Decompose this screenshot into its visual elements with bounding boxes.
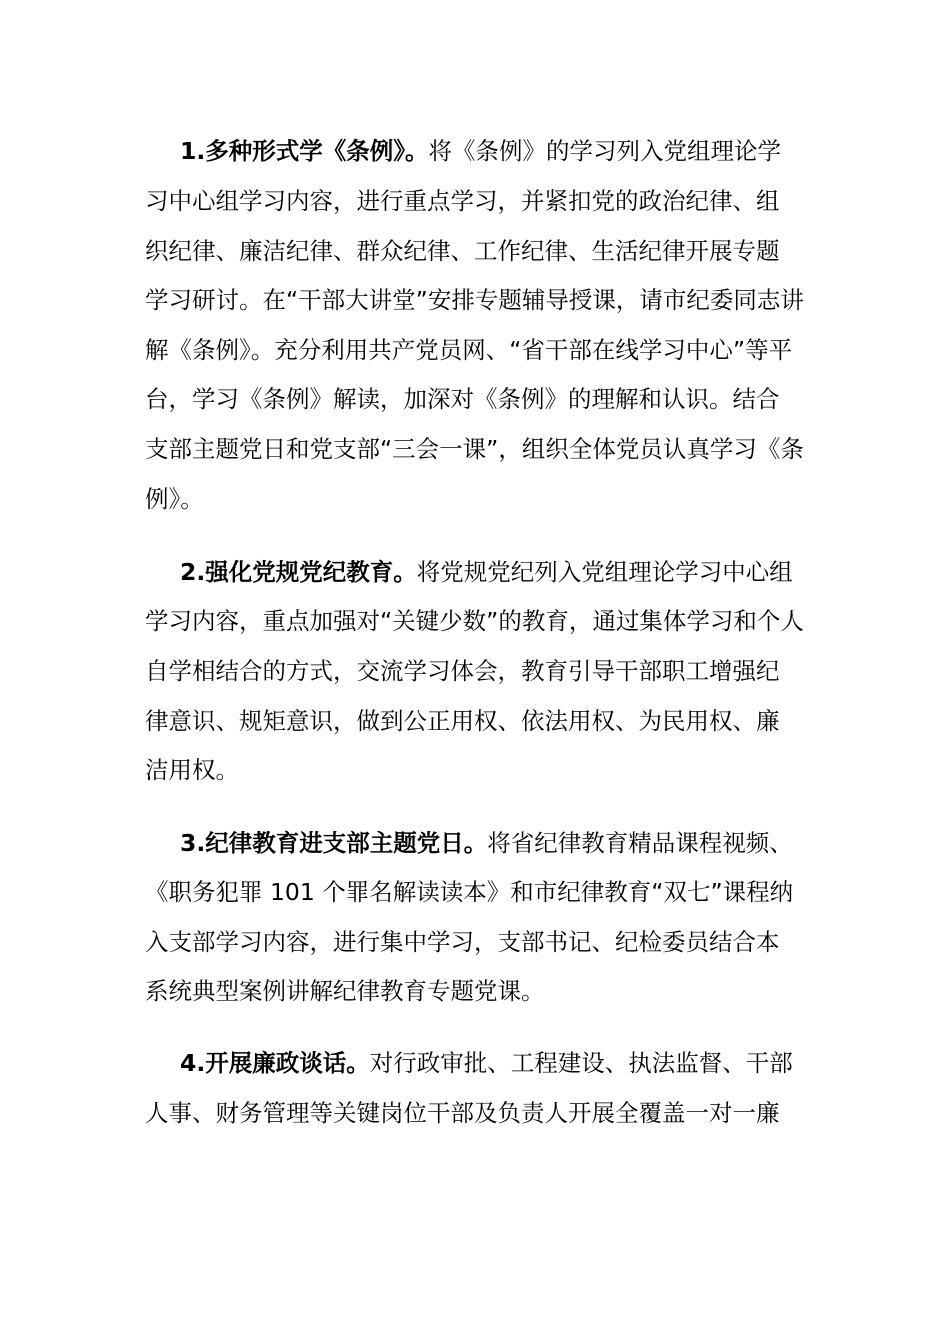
paragraph-1-line: 解《条例》。充分利用共产党员网、“省干部在线学习中心”等平 [145,336,793,364]
paragraph-2-line: 自学相结合的方式，交流学习体会，教育引导干部职工增强纪 [145,657,780,685]
paragraph-3-heading: 3.纪律教育进支部主题党日。 [180,829,488,857]
paragraph-2-line: 学习内容，重点加强对“关键少数”的教育，通过集体学习和个人 [145,607,804,635]
paragraph-2-line: 洁用权。 [145,756,239,784]
paragraph-1-line: 支部主题党日和党支部“三会一课”，组织全体党员认真学习《条 [145,435,804,463]
paragraph-4-text: 对行政审批、工程建设、执法监督、干部 [369,1049,793,1077]
paragraph-4-line: 人事、财务管理等关键岗位干部及负责人开展全覆盖一对一廉 [145,1099,780,1127]
paragraph-2-first-line [180,557,793,587]
paragraph-3-first-line [180,828,793,858]
paragraph-4-first-line [180,1048,793,1078]
paragraph-2-text: 将党规党纪列入党组理论学习中心组 [416,558,793,586]
paragraph-1-line: 例》。 [145,485,204,513]
paragraph-1-line: 习中心组学习内容，进行重点学习，并紧扣党的政治纪律、组 [145,187,780,215]
paragraph-1-heading: 1.多种形式学《条例》。 [180,137,429,165]
paragraph-3-text: 将省纪律教育精品课程视频、 [487,829,793,857]
paragraph-3-line: 《职务犯罪 101 个罪名解读读本》和市纪律教育“双七”课程纳 [145,878,794,906]
paragraph-3-line: 入支部学习内容，进行集中学习，支部书记、纪检委员结合本 [145,928,780,956]
paragraph-3-line: 系统典型案例讲解纪律教育专题党课。 [145,977,545,1005]
paragraph-4-heading: 4.开展廉政谈话。 [180,1049,370,1077]
paragraph-1-line: 学习研讨。在“干部大讲堂”安排专题辅导授课，请市纪委同志讲 [145,286,804,314]
paragraph-2-line: 律意识、规矩意识，做到公正用权、依法用权、为民用权、廉 [145,707,780,735]
paragraph-1-line: 织纪律、廉洁纪律、群众纪律、工作纪律、生活纪律开展专题 [145,237,780,265]
paragraph-1-line: 台，学习《条例》解读，加深对《条例》的理解和认识。结合 [145,385,780,413]
paragraph-2-heading: 2.强化党规党纪教育。 [180,558,417,586]
paragraph-1-text: 将《条例》的学习列入党组理论学 [428,137,782,165]
paragraph-1-first-line [180,136,781,166]
